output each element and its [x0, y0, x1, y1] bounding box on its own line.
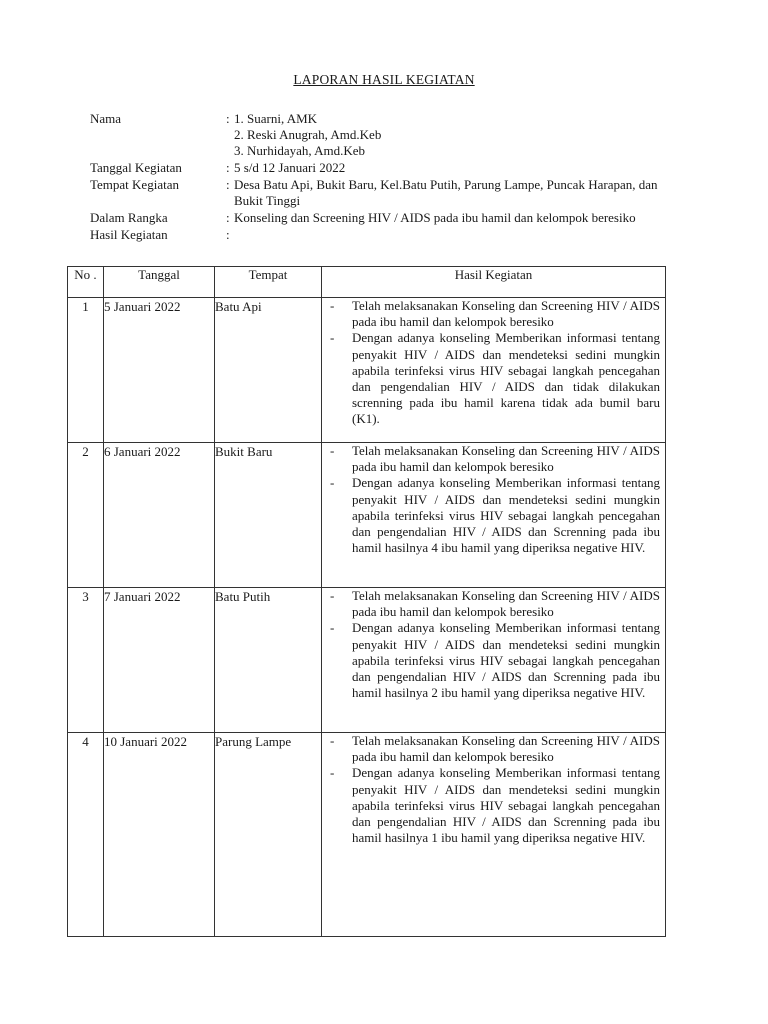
result-list: [322, 443, 665, 556]
meta-value: Desa Batu Api, Bukit Baru, Kel.Batu Putih, Parung Lampe, Puncak Harapan, dan Bukit Tinggi: [234, 177, 658, 208]
report-meta: [90, 111, 670, 243]
result-list: [322, 588, 665, 701]
meta-colon: :: [226, 177, 230, 192]
cell-tanggal: 7 Januari 2022: [104, 588, 215, 733]
meta-value: Konseling dan Screening HIV / AIDS pada ibu hamil dan kelompok beresiko: [234, 210, 636, 225]
meta-label: Hasil Kegiatan: [90, 227, 168, 242]
cell-no: 1: [68, 298, 104, 443]
nama-item: 1. Suarni, AMK: [234, 111, 318, 126]
meta-colon: :: [226, 227, 230, 242]
meta-rangka: [90, 210, 670, 226]
meta-value: [234, 227, 670, 243]
meta-label: Dalam Rangka: [90, 210, 168, 225]
table-row: [68, 588, 666, 733]
cell-tanggal: 5 Januari 2022: [104, 298, 215, 443]
header-tempat: Tempat: [215, 267, 322, 298]
meta-value: 5 s/d 12 Januari 2022: [234, 160, 346, 175]
meta-label: Nama: [90, 111, 122, 126]
table-row: [68, 733, 666, 937]
cell-no: 3: [68, 588, 104, 733]
list-item: - Telah melaksanakan Konseling dan Screening HIV / AIDS pada ibu hamil dan kelompok beresiko: [330, 588, 660, 620]
cell-hasil: [322, 298, 666, 443]
meta-hasil: [90, 227, 670, 243]
meta-label: Tanggal Kegiatan: [90, 160, 182, 175]
meta-value: [234, 111, 670, 159]
cell-no: 4: [68, 733, 104, 937]
cell-hasil: [322, 588, 666, 733]
cell-tanggal: 6 Januari 2022: [104, 443, 215, 588]
list-item: - Dengan adanya konseling Memberikan informasi tentang penyakit HIV / AIDS dan mendeteksi sedini mungkin apabila terinfeksi virus HIV sebagai langkah pencegahan dan pengendalian HIV / AIDS dan tidak dilakukan screnning pada ibu hamil karena tidak ada bumil baru (K1).: [330, 330, 660, 427]
cell-tempat: Batu Putih: [215, 588, 322, 733]
cell-hasil: [322, 733, 666, 937]
meta-label: Tempat Kegiatan: [90, 177, 179, 192]
nama-item: 2. Reski Anugrah, Amd.Keb: [234, 127, 382, 142]
activity-table: [67, 266, 666, 937]
header-tanggal: Tanggal: [104, 267, 215, 298]
list-item: - Telah melaksanakan Konseling dan Screening HIV / AIDS pada ibu hamil dan kelompok beresiko: [330, 443, 660, 475]
meta-colon: :: [226, 210, 230, 225]
result-list: [322, 733, 665, 846]
meta-colon: :: [226, 160, 230, 175]
meta-colon: :: [226, 111, 230, 126]
meta-tempat: [90, 177, 670, 209]
list-item: - Dengan adanya konseling Memberikan informasi tentang penyakit HIV / AIDS dan mendeteksi sedini mungkin apabila terinfeksi virus HIV sebagai langkah pencegahan dan pengendalian HIV / AIDS dan Screnning pada ibu hamil hasilnya 1 ibu hamil yang diperiksa negative HIV.: [330, 765, 660, 846]
header-no: No .: [68, 267, 104, 298]
cell-tempat: Batu Api: [215, 298, 322, 443]
list-item: - Telah melaksanakan Konseling dan Screening HIV / AIDS pada ibu hamil dan kelompok beresiko: [330, 298, 660, 330]
header-hasil: Hasil Kegiatan: [322, 267, 666, 298]
nama-item: 3. Nurhidayah, Amd.Keb: [234, 143, 366, 158]
list-item: - Telah melaksanakan Konseling dan Screening HIV / AIDS pada ibu hamil dan kelompok beresiko: [330, 733, 660, 765]
table-row: [68, 298, 666, 443]
cell-tanggal: 10 Januari 2022: [104, 733, 215, 937]
cell-no: 2: [68, 443, 104, 588]
cell-tempat: Parung Lampe: [215, 733, 322, 937]
meta-nama: [90, 111, 670, 159]
meta-tanggal: [90, 160, 670, 176]
table-header-row: [68, 267, 666, 298]
cell-tempat: Bukit Baru: [215, 443, 322, 588]
list-item: - Dengan adanya konseling Memberikan informasi tentang penyakit HIV / AIDS dan mendeteksi sedini mungkin apabila terinfeksi virus HIV sebagai langkah pencegahan dan pengendalian HIV / AIDS dan Screnning pada ibu hamil hasilnya 4 ibu hamil yang diperiksa negative HIV.: [330, 475, 660, 556]
cell-hasil: [322, 443, 666, 588]
page-title: LAPORAN HASIL KEGIATAN: [293, 72, 475, 87]
result-list: [322, 298, 665, 428]
list-item: - Dengan adanya konseling Memberikan informasi tentang penyakit HIV / AIDS dan mendeteksi sedini mungkin apabila terinfeksi virus HIV sebagai langkah pencegahan dan pengendalian HIV / AIDS dan Screnning pada ibu hamil hasilnya 2 ibu hamil yang diperiksa negative HIV.: [330, 620, 660, 701]
table-row: [68, 443, 666, 588]
